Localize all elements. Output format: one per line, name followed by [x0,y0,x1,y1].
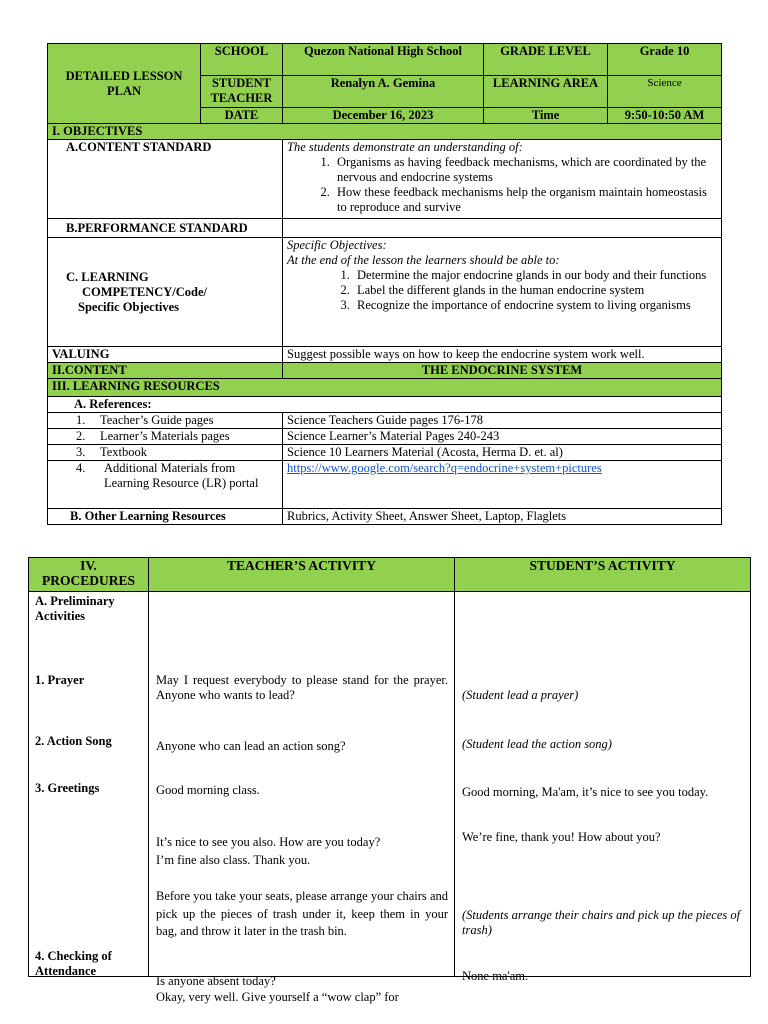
reference-value: Science Learner’s Material Pages 240-243 [283,429,722,445]
teacher-absent: Is anyone absent today? [156,974,276,988]
other-resources-value: Rubrics, Activity Sheet, Answer Sheet, Laptop, Flaglets [283,509,722,525]
content-value: THE ENDOCRINE SYSTEM [283,363,722,379]
content-standard-label: A.CONTENT STANDARD [48,140,283,219]
procedures-table [28,557,751,1004]
specific-title: Specific Objectives: [287,238,387,252]
valuing-text: Suggest possible ways on how to keep the endocrine system work well. [283,347,722,363]
teacher-arrange: Before you take your seats, please arrange your chairs and pick up the pieces of trash under it, keep them in your bag, and throw it later in the trash bin. [156,889,448,938]
student-none: None ma'am. [462,969,529,983]
content-standard-cell [283,140,722,219]
student-song: (Student lead the action song) [462,737,612,751]
reference-label: Teacher’s Guide pages [100,413,214,427]
teacher-greet: Good morning class. [156,783,260,797]
time-value: 9:50-10:50 AM [608,108,722,124]
teacher-fine: I’m fine also class. Thank you. [156,853,311,867]
teacher-value: Renalyn A. Gemina [283,76,484,108]
specific-item: 1. Determine the major endocrine glands in our body and their functions [353,268,717,283]
school-value: Quezon National High School [283,44,484,76]
teacher-nice: It’s nice to see you also. How are you today? [156,835,381,849]
procedures-steps [29,592,149,977]
content-standard-item: 1. Organisms as having feedback mechanisms, which are coordinated by the nervous and endocrine systems [333,155,717,185]
step-prelim-text: A. Preliminary Activities [35,594,115,623]
reference-value: Science 10 Learners Material (Acosta, Herma D. et. al) [283,445,722,461]
valuing-label: VALUING [48,347,283,363]
student-prayer: (Student lead a prayer) [462,688,579,702]
reference-label: Textbook [100,445,148,459]
student-col-header: STUDENT’S ACTIVITY [455,558,751,592]
additional-materials-label [48,461,283,509]
reference-row-label [48,413,283,429]
teacher-label: STUDENT TEACHER [201,76,283,108]
content-label: II.CONTENT [48,363,283,379]
school-label: SCHOOL [201,44,283,76]
teacher-col-header: TEACHER’S ACTIVITY [149,558,455,592]
grade-label: GRADE LEVEL [484,44,608,76]
student-greet: Good morning, Ma'am, it’s nice to see you today. [462,785,709,799]
step-greetings: 3. Greetings [35,781,100,795]
area-value: Science [608,76,722,108]
other-resources-label: B. Other Learning Resources [48,509,283,525]
step-prayer: 1. Prayer [35,673,85,687]
procedures-col-header: IV. PROCEDURES [29,558,149,592]
performance-value [283,219,722,238]
specific-objectives-cell [283,238,722,347]
student-activity-cell [455,592,751,983]
competency-label-line: Specific Objectives [78,299,180,314]
date-label: DATE [201,108,283,124]
reference-value: Science Teachers Guide pages 176-178 [283,413,722,429]
teacher-activity-cell [149,592,455,1004]
reference-row-label [48,445,283,461]
date-value: December 16, 2023 [283,108,484,124]
teacher-prayer: May I request everybody to please stand for the prayer. Anyone who wants to lead? [156,673,448,702]
teacher-song: Anyone who can lead an action song? [156,739,346,753]
teacher-clap: Okay, very well. Give yourself a “wow clap” for [156,990,399,1004]
references-label: A. References: [48,397,722,413]
dlp-title: DETAILED LESSON PLAN [48,44,201,124]
reference-num: 1. [76,413,86,427]
step-action-song: 2. Action Song [35,734,112,748]
step-attendance: 4. Checking of Attendance [35,949,112,978]
reference-label: Learner’s Materials pages [100,429,230,443]
step-prelim [35,594,135,624]
content-standard-intro: The students demonstrate an understanding of: [287,140,523,154]
reference-num: 3. [76,445,86,459]
specific-intro: At the end of the lesson the learners should be able to: [287,253,560,267]
reference-num: 4. [76,461,86,475]
student-fine: We’re fine, thank you! How about you? [462,830,661,844]
content-standard-item: 2. How these feedback mechanisms help the organism maintain homeostasis to reproduce and survive [333,185,717,215]
area-label: LEARNING AREA [484,76,608,108]
competency-label-line: C. LEARNING [66,269,149,284]
grade-value: Grade 10 [608,44,722,76]
time-label: Time [484,108,608,124]
objectives-heading: I. OBJECTIVES [48,124,722,140]
resource-link[interactable]: https://www.google.com/search?q=endocrine+system+pictures [287,461,602,475]
competency-label-line: COMPETENCY/Code/ [82,284,207,299]
additional-materials-value [283,461,722,509]
specific-item: 3. Recognize the importance of endocrine system to living organisms [353,298,717,313]
reference-row-label [48,429,283,445]
specific-item: 2. Label the different glands in the human endocrine system [353,283,717,298]
student-arrange: (Students arrange their chairs and pick up the pieces of trash) [462,908,741,937]
reference-label: Additional Materials from Learning Resource (LR) portal [104,461,259,490]
lesson-plan-table [47,43,722,525]
reference-num: 2. [76,429,86,443]
resources-heading: III. LEARNING RESOURCES [48,379,722,397]
performance-label: B.PERFORMANCE STANDARD [48,219,283,238]
competency-label [48,238,283,347]
